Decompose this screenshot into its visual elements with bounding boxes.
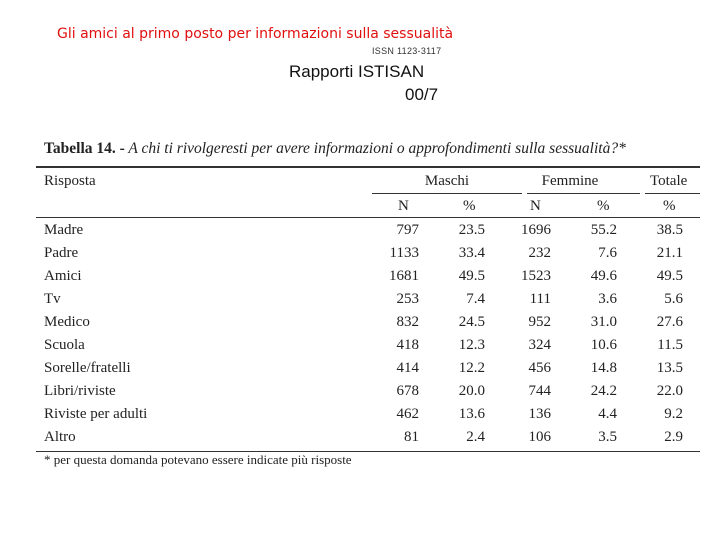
row-female-n: 136: [528, 406, 551, 422]
row-female-pct: 24.2: [590, 383, 617, 399]
row-male-pct: 33.4: [458, 245, 485, 261]
row-male-n: 462: [396, 406, 419, 422]
header-females: Femmine: [541, 173, 599, 189]
row-total-pct: 22.0: [656, 383, 683, 399]
row-female-n: 106: [528, 429, 551, 445]
row-total-pct: 5.6: [664, 291, 683, 307]
row-male-pct: 2.4: [466, 429, 485, 445]
row-female-pct: 49.6: [590, 268, 617, 284]
row-label: Scuola: [44, 337, 85, 353]
header-response: Risposta: [44, 173, 96, 189]
group-rule-total: [645, 193, 700, 194]
row-total-pct: 38.5: [656, 222, 683, 238]
row-male-n: 1133: [389, 245, 419, 261]
table-caption-text: A chi ti rivolgeresti per avere informazioni o approfondimenti sulla sessualità?*: [124, 140, 626, 157]
row-male-n: 678: [396, 383, 419, 399]
row-male-n: 253: [396, 291, 419, 307]
row-male-pct: 13.6: [458, 406, 485, 422]
row-female-pct: 7.6: [598, 245, 617, 261]
row-total-pct: 2.9: [664, 429, 683, 445]
row-female-n: 952: [528, 314, 551, 330]
subheader-male-pct: %: [463, 198, 476, 214]
row-label: Sorelle/fratelli: [44, 360, 131, 376]
row-total-pct: 27.6: [656, 314, 683, 330]
table-caption: [44, 140, 626, 158]
row-male-n: 797: [396, 222, 419, 238]
table-footnote: * per questa domanda potevano essere indicate più risposte: [44, 452, 352, 467]
row-female-n: 1696: [521, 222, 551, 238]
row-male-n: 1681: [389, 268, 419, 284]
row-male-pct: 12.3: [458, 337, 485, 353]
row-male-n: 81: [404, 429, 419, 445]
row-total-pct: 9.2: [664, 406, 683, 422]
row-male-pct: 7.4: [466, 291, 485, 307]
row-female-n: 111: [529, 291, 551, 307]
series-title: Rapporti ISTISAN: [289, 62, 425, 81]
row-label: Padre: [44, 245, 79, 261]
top-rule: [36, 166, 700, 168]
row-male-pct: 23.5: [458, 222, 485, 238]
row-total-pct: 21.1: [656, 245, 683, 261]
row-female-n: 232: [528, 245, 551, 261]
subheader-female-pct: %: [597, 198, 610, 214]
row-male-n: 414: [396, 360, 419, 376]
subheader-male-n: N: [398, 198, 409, 214]
group-rule-females: [527, 193, 640, 194]
row-label: Medico: [44, 314, 90, 330]
issn-label: ISSN 1123-3117: [372, 46, 442, 56]
row-male-pct: 20.0: [458, 383, 485, 399]
row-female-pct: 3.5: [598, 429, 617, 445]
row-male-pct: 24.5: [458, 314, 485, 330]
header-bottom-rule: [36, 217, 700, 218]
row-label: Libri/riviste: [44, 383, 116, 399]
group-rule-males: [372, 193, 522, 194]
row-female-pct: 3.6: [598, 291, 617, 307]
row-label: Tv: [44, 291, 61, 307]
row-label: Riviste per adulti: [44, 406, 148, 422]
header-males: Maschi: [424, 173, 470, 189]
row-female-pct: 55.2: [590, 222, 617, 238]
row-male-pct: 49.5: [458, 268, 485, 284]
row-total-pct: 49.5: [656, 268, 683, 284]
row-label: Madre: [44, 222, 84, 238]
header-total: Totale: [650, 173, 688, 189]
row-male-n: 832: [396, 314, 419, 330]
row-female-pct: 31.0: [590, 314, 617, 330]
slide-title: Gli amici al primo posto per informazioni sulla sessualità: [57, 26, 454, 42]
row-female-n: 1523: [521, 268, 551, 284]
row-female-pct: 4.4: [598, 406, 617, 422]
row-label: Amici: [44, 268, 82, 284]
table-caption-label: Tabella 14. -: [44, 140, 125, 157]
row-female-n: 456: [528, 360, 551, 376]
row-female-pct: 14.8: [590, 360, 617, 376]
row-male-n: 418: [396, 337, 419, 353]
row-total-pct: 13.5: [656, 360, 683, 376]
subheader-total-pct: %: [663, 198, 676, 214]
subheader-female-n: N: [530, 198, 541, 214]
row-total-pct: 11.5: [657, 337, 683, 353]
row-female-n: 324: [528, 337, 551, 353]
series-number: 00/7: [405, 85, 439, 104]
row-male-pct: 12.2: [458, 360, 485, 376]
row-female-n: 744: [528, 383, 551, 399]
row-label: Altro: [44, 429, 76, 445]
row-female-pct: 10.6: [590, 337, 617, 353]
